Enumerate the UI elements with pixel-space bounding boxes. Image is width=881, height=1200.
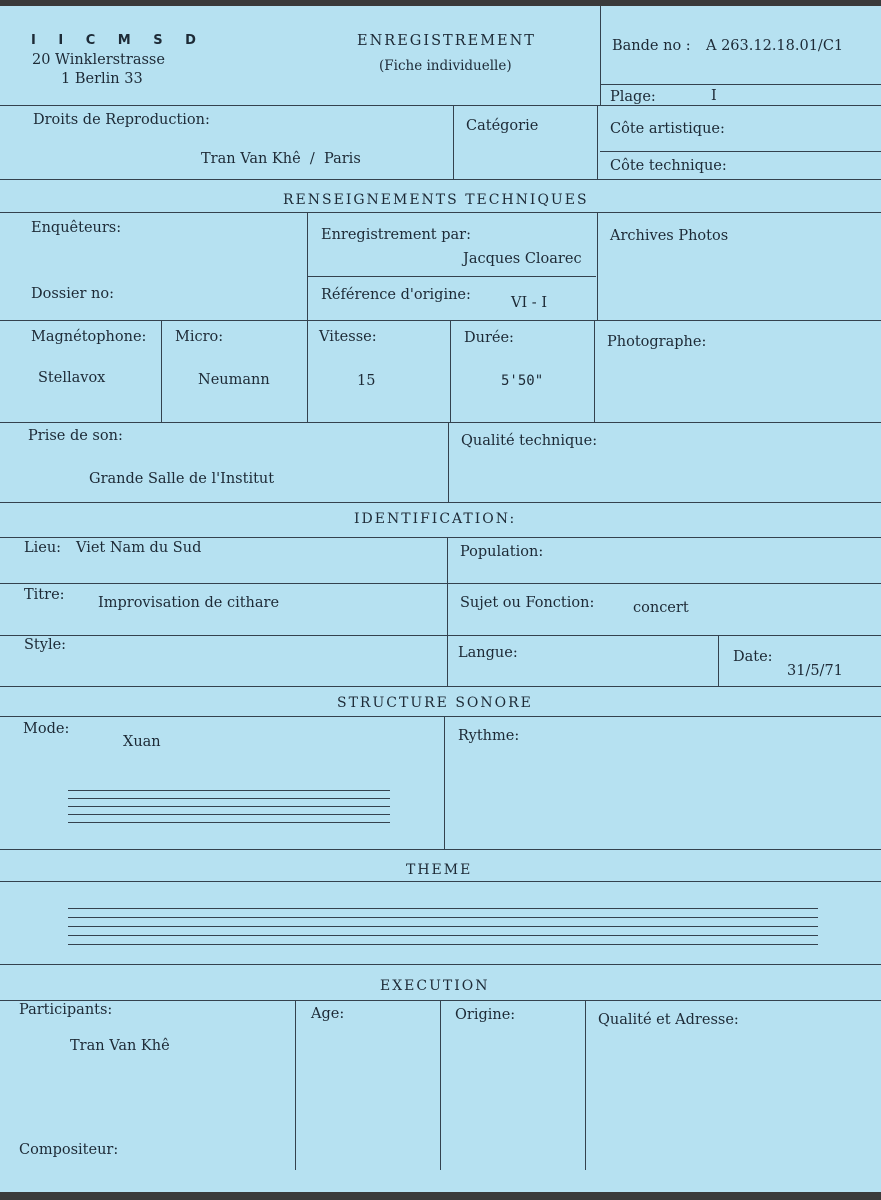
categorie-label: Catégorie bbox=[466, 118, 539, 134]
enregistrement-par-value[interactable]: Jacques Cloarec bbox=[463, 251, 582, 267]
lieu-label: Lieu: bbox=[24, 540, 62, 556]
bande-value[interactable]: A 263.12.18.01/C1 bbox=[706, 38, 844, 54]
cote-artistique-label: Côte artistique: bbox=[610, 121, 725, 137]
date-value[interactable]: 31/5/71 bbox=[787, 663, 843, 679]
prise-de-son-label: Prise de son: bbox=[28, 428, 123, 444]
rule-vertical bbox=[307, 212, 308, 422]
plage-label: Plage: bbox=[610, 89, 656, 105]
droits-value[interactable]: Tran Van Khê / Paris bbox=[201, 151, 361, 167]
mode-label: Mode: bbox=[23, 721, 70, 737]
qualite-adresse-label: Qualité et Adresse: bbox=[598, 1012, 739, 1028]
micro-label: Micro: bbox=[175, 329, 224, 345]
titre-label: Titre: bbox=[24, 587, 65, 603]
rythme-label: Rythme: bbox=[458, 728, 520, 744]
rule-vertical bbox=[444, 716, 445, 849]
vitesse-label: Vitesse: bbox=[319, 329, 377, 345]
participants-value[interactable]: Tran Van Khê bbox=[70, 1038, 170, 1054]
form-title: ENREGISTREMENT bbox=[357, 33, 536, 49]
rule-vertical bbox=[450, 320, 451, 422]
rule-droits-bottom bbox=[0, 179, 881, 180]
theme-staff-line bbox=[68, 908, 818, 909]
rule-identification-bottom bbox=[0, 537, 881, 538]
section-theme: THEME bbox=[406, 862, 473, 878]
rule-vertical bbox=[161, 320, 162, 422]
photographe-label: Photographe: bbox=[607, 334, 707, 350]
magnetophone-value[interactable]: Stellavox bbox=[38, 370, 106, 386]
reference-value[interactable]: VI - I bbox=[511, 295, 548, 311]
rule-dossier-bottom bbox=[0, 320, 881, 321]
section-renseignements: RENSEIGNEMENTS TECHNIQUES bbox=[283, 192, 589, 208]
rule-vertical bbox=[295, 1000, 296, 1170]
enqueteurs-label: Enquêteurs: bbox=[31, 220, 122, 236]
participants-label: Participants: bbox=[19, 1002, 113, 1018]
registration-card bbox=[0, 6, 881, 1192]
sujet-label: Sujet ou Fonction: bbox=[460, 595, 595, 611]
rule-titre-bottom bbox=[0, 635, 881, 636]
section-execution: EXECUTION bbox=[380, 978, 490, 994]
rule-vertical bbox=[594, 320, 595, 422]
theme-staff-line bbox=[68, 917, 818, 918]
enregistrement-par-label: Enregistrement par: bbox=[321, 227, 471, 243]
droits-label: Droits de Reproduction: bbox=[33, 112, 210, 128]
mode-staff-line bbox=[68, 822, 390, 823]
theme-staff-line bbox=[68, 944, 818, 945]
rule-cote-split bbox=[600, 151, 881, 152]
plage-value[interactable]: I bbox=[711, 88, 717, 104]
org-city: 1 Berlin 33 bbox=[61, 71, 143, 87]
mode-staff-line bbox=[68, 814, 390, 815]
rule-header-bottom bbox=[0, 105, 881, 106]
rule-vertical bbox=[585, 1000, 586, 1170]
sujet-value[interactable]: concert bbox=[633, 600, 689, 616]
section-structure: STRUCTURE SONORE bbox=[337, 695, 533, 711]
compositeur-label: Compositeur: bbox=[19, 1142, 119, 1158]
mode-staff-line bbox=[68, 790, 390, 791]
reference-label: Référence d'origine: bbox=[321, 287, 471, 303]
rule-enregistrement-bottom bbox=[308, 276, 596, 277]
rule-vertical bbox=[597, 212, 598, 320]
mode-value[interactable]: Xuan bbox=[123, 734, 161, 750]
rule-lieu-bottom bbox=[0, 583, 881, 584]
mode-staff-line bbox=[68, 798, 390, 799]
prise-de-son-value[interactable]: Grande Salle de l'Institut bbox=[89, 471, 275, 487]
rule-structure-bottom bbox=[0, 716, 881, 717]
langue-label: Langue: bbox=[458, 645, 518, 661]
rule-vertical bbox=[440, 1000, 441, 1170]
magnetophone-label: Magnétophone: bbox=[31, 329, 147, 345]
rule-vertical bbox=[597, 105, 598, 179]
org-name: I I C M S D bbox=[31, 33, 205, 48]
archives-photos-label: Archives Photos bbox=[610, 228, 729, 244]
rule-vertical bbox=[448, 422, 449, 502]
bande-label: Bande no : bbox=[612, 38, 691, 54]
rule-magneto-bottom bbox=[0, 422, 881, 423]
rule-vertical bbox=[600, 6, 601, 105]
rule-prise-bottom bbox=[0, 502, 881, 503]
population-label: Population: bbox=[460, 544, 544, 560]
rule-vertical bbox=[718, 635, 719, 686]
org-street: 20 Winklerstrasse bbox=[32, 52, 165, 68]
rule-mode-bottom bbox=[0, 849, 881, 850]
titre-value[interactable]: Improvisation de cithare bbox=[98, 595, 280, 611]
duree-value[interactable]: 5'50" bbox=[501, 373, 544, 389]
theme-staff-line bbox=[68, 935, 818, 936]
cote-technique-label: Côte technique: bbox=[610, 158, 727, 174]
qualite-technique-label: Qualité technique: bbox=[461, 433, 598, 449]
theme-staff-line bbox=[68, 926, 818, 927]
rule-renseignements-bottom bbox=[0, 212, 881, 213]
micro-value[interactable]: Neumann bbox=[198, 372, 270, 388]
dossier-label: Dossier no: bbox=[31, 286, 114, 302]
rule-style-bottom bbox=[0, 686, 881, 687]
rule-theme-bottom bbox=[0, 881, 881, 882]
date-label: Date: bbox=[733, 649, 773, 665]
form-subtitle: (Fiche individuelle) bbox=[379, 58, 512, 74]
vitesse-value[interactable]: 15 bbox=[357, 373, 376, 389]
rule-vertical bbox=[453, 105, 454, 179]
rule-bande-bottom bbox=[600, 84, 881, 85]
style-label: Style: bbox=[24, 637, 67, 653]
age-label: Age: bbox=[311, 1006, 345, 1022]
duree-label: Durée: bbox=[464, 330, 514, 346]
rule-theme-area-bottom bbox=[0, 964, 881, 965]
rule-vertical bbox=[447, 537, 448, 686]
mode-staff-line bbox=[68, 806, 390, 807]
lieu-value[interactable]: Viet Nam du Sud bbox=[76, 540, 202, 556]
origine-label: Origine: bbox=[455, 1007, 516, 1023]
section-identification: IDENTIFICATION: bbox=[354, 511, 517, 527]
